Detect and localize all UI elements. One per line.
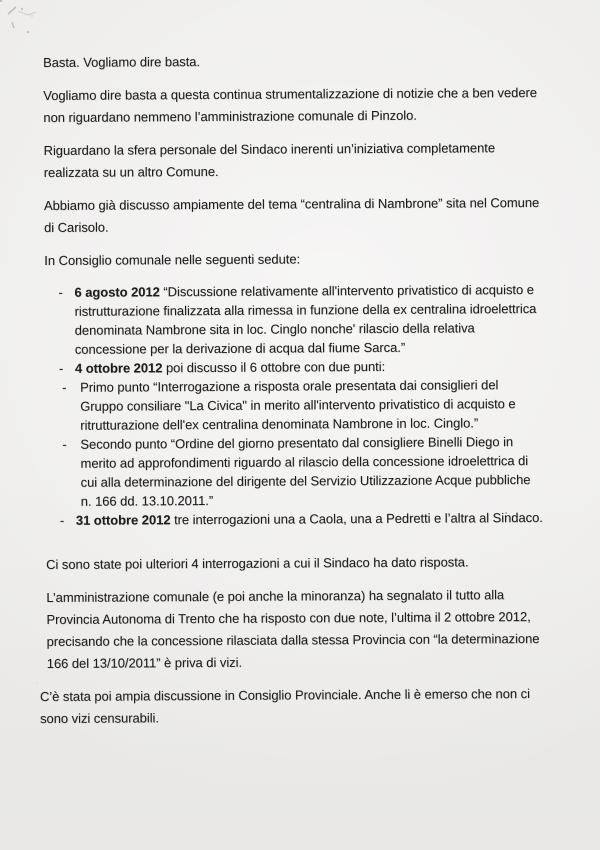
bullet-body: tre interrogazioni una a Caola, una a Pedretti e l’altra al Sindaco.: [170, 509, 543, 528]
paragraph-vogliamo: Vogliamo dire basta a questa continua strumentalizzazione di notizie che a ben vedere non riguardano nemmeno l’amministrazione comunale di Pinzolo.: [43, 84, 537, 125]
scan-specks: [0, 0, 2, 2]
list-item-secondo-punto: [45, 432, 545, 511]
bullet-date: 6 agosto 2012: [74, 284, 160, 300]
list-item-31-ottobre: [46, 508, 546, 530]
list-dash: -: [58, 360, 64, 376]
list-item-text: [80, 375, 545, 435]
list-dash: -: [62, 379, 67, 395]
scan-smudge-mark: [2, 2, 72, 47]
bullet-body: “Discussione relativamente all'intervento privatistico di acquisto e ristrutturazione finalizzata alla rimessa in funzione della ex centralina idroelettrica denominata Nambrone sita in loc. Cinglo nonche' rilascio della relativa concessione per la derivazione di acqua dal fiume Sarca.”: [74, 282, 537, 357]
bullet-date: 31 ottobre 2012: [75, 512, 171, 528]
list-dash: -: [58, 284, 63, 300]
list-item-text: [76, 508, 546, 530]
list-item-text: [80, 432, 545, 511]
list-item-text: [74, 280, 544, 359]
bullet-body: Primo punto “Interrogazione a risposta orale presentata dai consiglieri del Gruppo consiliare "La Civica" in merito all'intervento privatistico di acquisto e ritrutturazione dell'ex centralina denominata Nambrone in loc. Cinglo.”: [80, 377, 516, 433]
list-dash: -: [59, 512, 65, 528]
paragraph-amministrazione: L’amministrazione comunale (e poi anche la minoranza) ha segnalato il tutto alla Provincia Autonoma di Trento che ha risposto con due note, l’ultima il 2 ottobre 2012, precisando che la concessione rilasciata dalla stessa Provincia con “la determinazione 166 del 13/10/2011” è priva di vizi.: [46, 587, 540, 671]
list-item-6-agosto: [44, 280, 544, 359]
bullet-body: Secondo punto “Ordine del giorno presentato dal consigliere Binelli Diego in merito ad approfondimenti riguardo al rilascio della concessione idroelettrica di cui alla determinazione del dirigente del Servizio Utilizzazione Acque pubbliche n. 166 dd. 13.10.2011.”: [80, 434, 531, 509]
paragraph-consiglio-provinciale: C’è stata poi ampia discussione in Consiglio Provinciale. Anche li è emerso che non ci sono vizi censurabili.: [39, 686, 530, 727]
paragraph-interrogazioni: Ci sono state poi ulteriori 4 interrogazioni a cui il Sindaco ha dato risposta.: [46, 554, 469, 572]
bullet-body: poi discusso il 6 ottobre con due punti:: [162, 358, 386, 376]
document-content: [39, 49, 547, 741]
bullet-date: 4 ottobre 2012: [74, 360, 163, 376]
paragraph-riguardano: Riguardano la sfera personale del Sindaco inerenti un’iniziativa completamente realizzata su un altro Comune.: [43, 140, 496, 180]
bullet-list: [44, 280, 545, 530]
paragraph-consiglio-intro: In Consiglio comunale nelle seguenti sedute:: [44, 251, 301, 268]
paragraph-abbiamo: Abbiamo già discusso ampiamente del tema “centralina di Nambrone” sita nel Comune di Carisolo.: [43, 194, 540, 235]
list-dash: -: [62, 436, 67, 452]
list-item-primo-punto: [45, 375, 545, 435]
paragraph-basta: Basta. Vogliamo dire basta.: [43, 54, 201, 70]
